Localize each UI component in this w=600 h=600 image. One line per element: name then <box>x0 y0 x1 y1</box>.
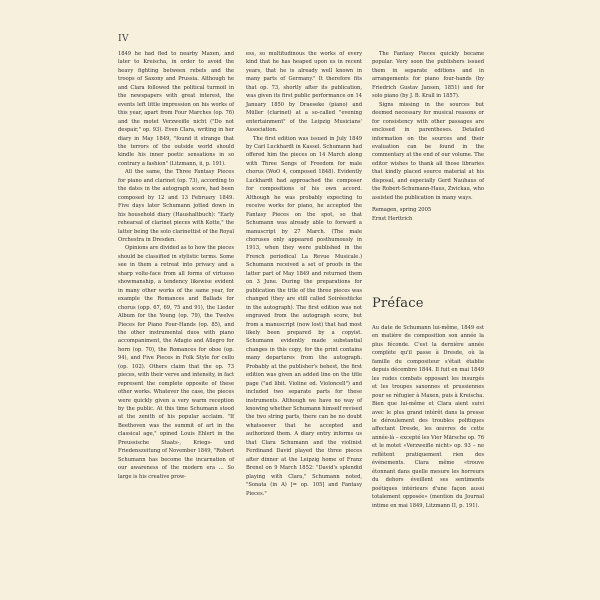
text-column-3 <box>372 50 484 223</box>
signature-author: Ernst Herttrich <box>372 215 413 222</box>
text-column-3-french <box>372 324 484 510</box>
text-column-1 <box>118 50 234 481</box>
paragraph: 1849 he had fled to nearby Maxen, and later to Kreischa, in order to avoid the heavy fighting between rebels and the troops of Saxony and Prussia. Although he and Clara followed the political turmoil in the newspapers with great interest, the events left little impression on his works of this year, apart from Four Marches (op. 76) and the motet Verzweifle nicht ("Do not despair," op. 93). Even Clara, writing in her diary in May 1849, "found it strange that the terrors of the outside world should kindle his inner poetic sensations in so contrary a fashion" (Litzmann, ii, p. 191). <box>118 51 234 167</box>
page-number: IV <box>118 34 130 44</box>
paragraph: The first edition was issued in July 1849 by Carl Luckhardt in Kassel. Schumann had offered him the pieces on 14 March along with Three Songs of Freedom for male chorus (WoO 4, composed 1848). Evidently Luckhardt had approached the composer for compositions of his own accord. Although he was probably expecting to receive works for piano, he accepted the Fantasy Pieces on the spot, so that Schumann was already able to forward a manuscript by 27 March. (The male choruses only appeared posthumously in 1913, when they were published in the French periodical La Revue Musicale.) Schumann received a set of proofs in the latter part of May 1849 and returned them on 3 June. During the preparations for publication the title of the three pieces was changed (they are still called Soiréestücke in the autograph). The first edition was not engraved from the autograph score, but from a manuscript (now lost) that had most likely been prepared by a copyist. Schumann evidently made substantial changes in this copy, for the print contains many departures from the autograph. Probably at the publisher's behest, the first edition was given an added line on the title page ("ad libit. Violine od. Violoncell") and included two separate parts for these instruments. Although we have no way of knowing whether Schumann himself revised the two string parts, there can be no doubt whatsoever that he accepted and authorized them. A diary entry informs us that Clara Schumann and the violinist Ferdinand David played the three pieces after dinner at the Leipzig home of Franz Brenel on 9 March 1852: "David's splendid playing with Clara," Schumann noted, "Sonata (in A) [= op. 105] and Fantasy Pieces." <box>246 135 362 497</box>
paragraph: All the same, the Three Fantasy Pieces for piano and clarinet (op. 73), according to the dates in the autograph score, had been composed by 12 and 13 February 1849. Five days later Schumann jotted down in his household diary (Haushaltbuch): "Early rehearsal of clarinet pieces with Kotte," the latter being the solo clarinettist of the Royal Orchestra in Dresden. <box>118 169 234 243</box>
preface-heading: Préface <box>372 296 424 311</box>
paragraph: The Fantasy Pieces quickly became popular. Very soon the publishers issued them in separate editions and in arrangements for piano four-hands (by Friedrich Gustav Jansen, 1851) and for solo piano (by J. B. Krall in 1857). <box>372 51 484 100</box>
paragraph: Opinions are divided as to how the pieces should be classified in stylistic terms. Some see in them a retreat into privacy and a sharp volte-face from all forms of virtuoso showmanship, a tendency likewise evident in many other works of the same year, for example the Romances and Ballads for chorus (opp. 67, 69, 75 and 91), the Lieder Album for the Young (op. 79), the Twelve Pieces for Piano Four-Hands (op. 85), and the other instrumental duos with piano accompaniment, the Adagio and Allegro for horn (op. 70), the Romances for oboe (op. 94), and Five Pieces in Folk Style for cello (op. 102). Others claim that the op. 73 pieces, with their verve and intensity, in fact represent the complete opposite of these other works. Whatever the case, the pieces were quickly given a very warm reception by the public. At this time Schumann stood at the zenith of his popular acclaim. "If Beethoven was the summit of art in the classical age," opined Louis Ehlert in the Preussische Staats-, Kriegs- und Friedenszeitung of November 1849, "Robert Schumann has become the incarnation of our awareness of the modern era ... So large is his creative prow- <box>118 245 235 480</box>
paragraph: ess, so multitudinous the works of every kind that he has heaped upon us in recent years, that he is already well known in many parts of Germany." It therefore fits that op. 73, shortly after its publication, was given its first public performance on 14 January 1850 by Draeseke (piano) and Müller (clarinet) at a so-called "evening entertainment" of the Leipzig Musicians' Association. <box>246 51 362 134</box>
text-column-2 <box>246 50 362 498</box>
paragraph: Au date de Schumann lui-même, 1849 est en matière de composition son année la plus féconde. C'est la dernière année complète qu'il passe à Dresde, où la famille du compositeur s'était établie depuis décembre 1844. Il fuit en mai 1849 les rudes combats opposant les insurgés et les troupes saxonnes et prussiennes pour se réfugier à Maxen, puis à Kreischa. Bien que lui-même et Clara aient suivi avec le plus grand intérêt dans la presse le déroulement des troubles politiques affectant Dresde, les œuvres de cette année-là – excepté les Vier Märsche op. 76 et le motet «Verzweifle nicht» op. 93 – ne reflètent pratiquement rien des événements. Clara même «trouve étonnant dans quelle mesure les horreurs du dehors éveillent ses sentiments poétiques intérieurs d'une façon aussi totalement opposée» (mention du Journal intime en mai 1849, Litzmann II, p. 191). <box>372 325 484 509</box>
signature-place-date: Remagen, spring 2005 <box>372 207 432 214</box>
paragraph: Signs missing in the sources but deemed necessary for musical reasons or for consistency with other passages are enclosed in parentheses. Detailed information on the sources and their evaluation can be found in the commentary at the end of our volume. The editor wishes to thank all those libraries that kindly placed source material at his disposal, and especially Gerd Nauhaus of the Robert-Schumann-Haus, Zwickau, who assisted the publication in many ways. <box>372 101 484 201</box>
signature-block <box>372 206 484 223</box>
